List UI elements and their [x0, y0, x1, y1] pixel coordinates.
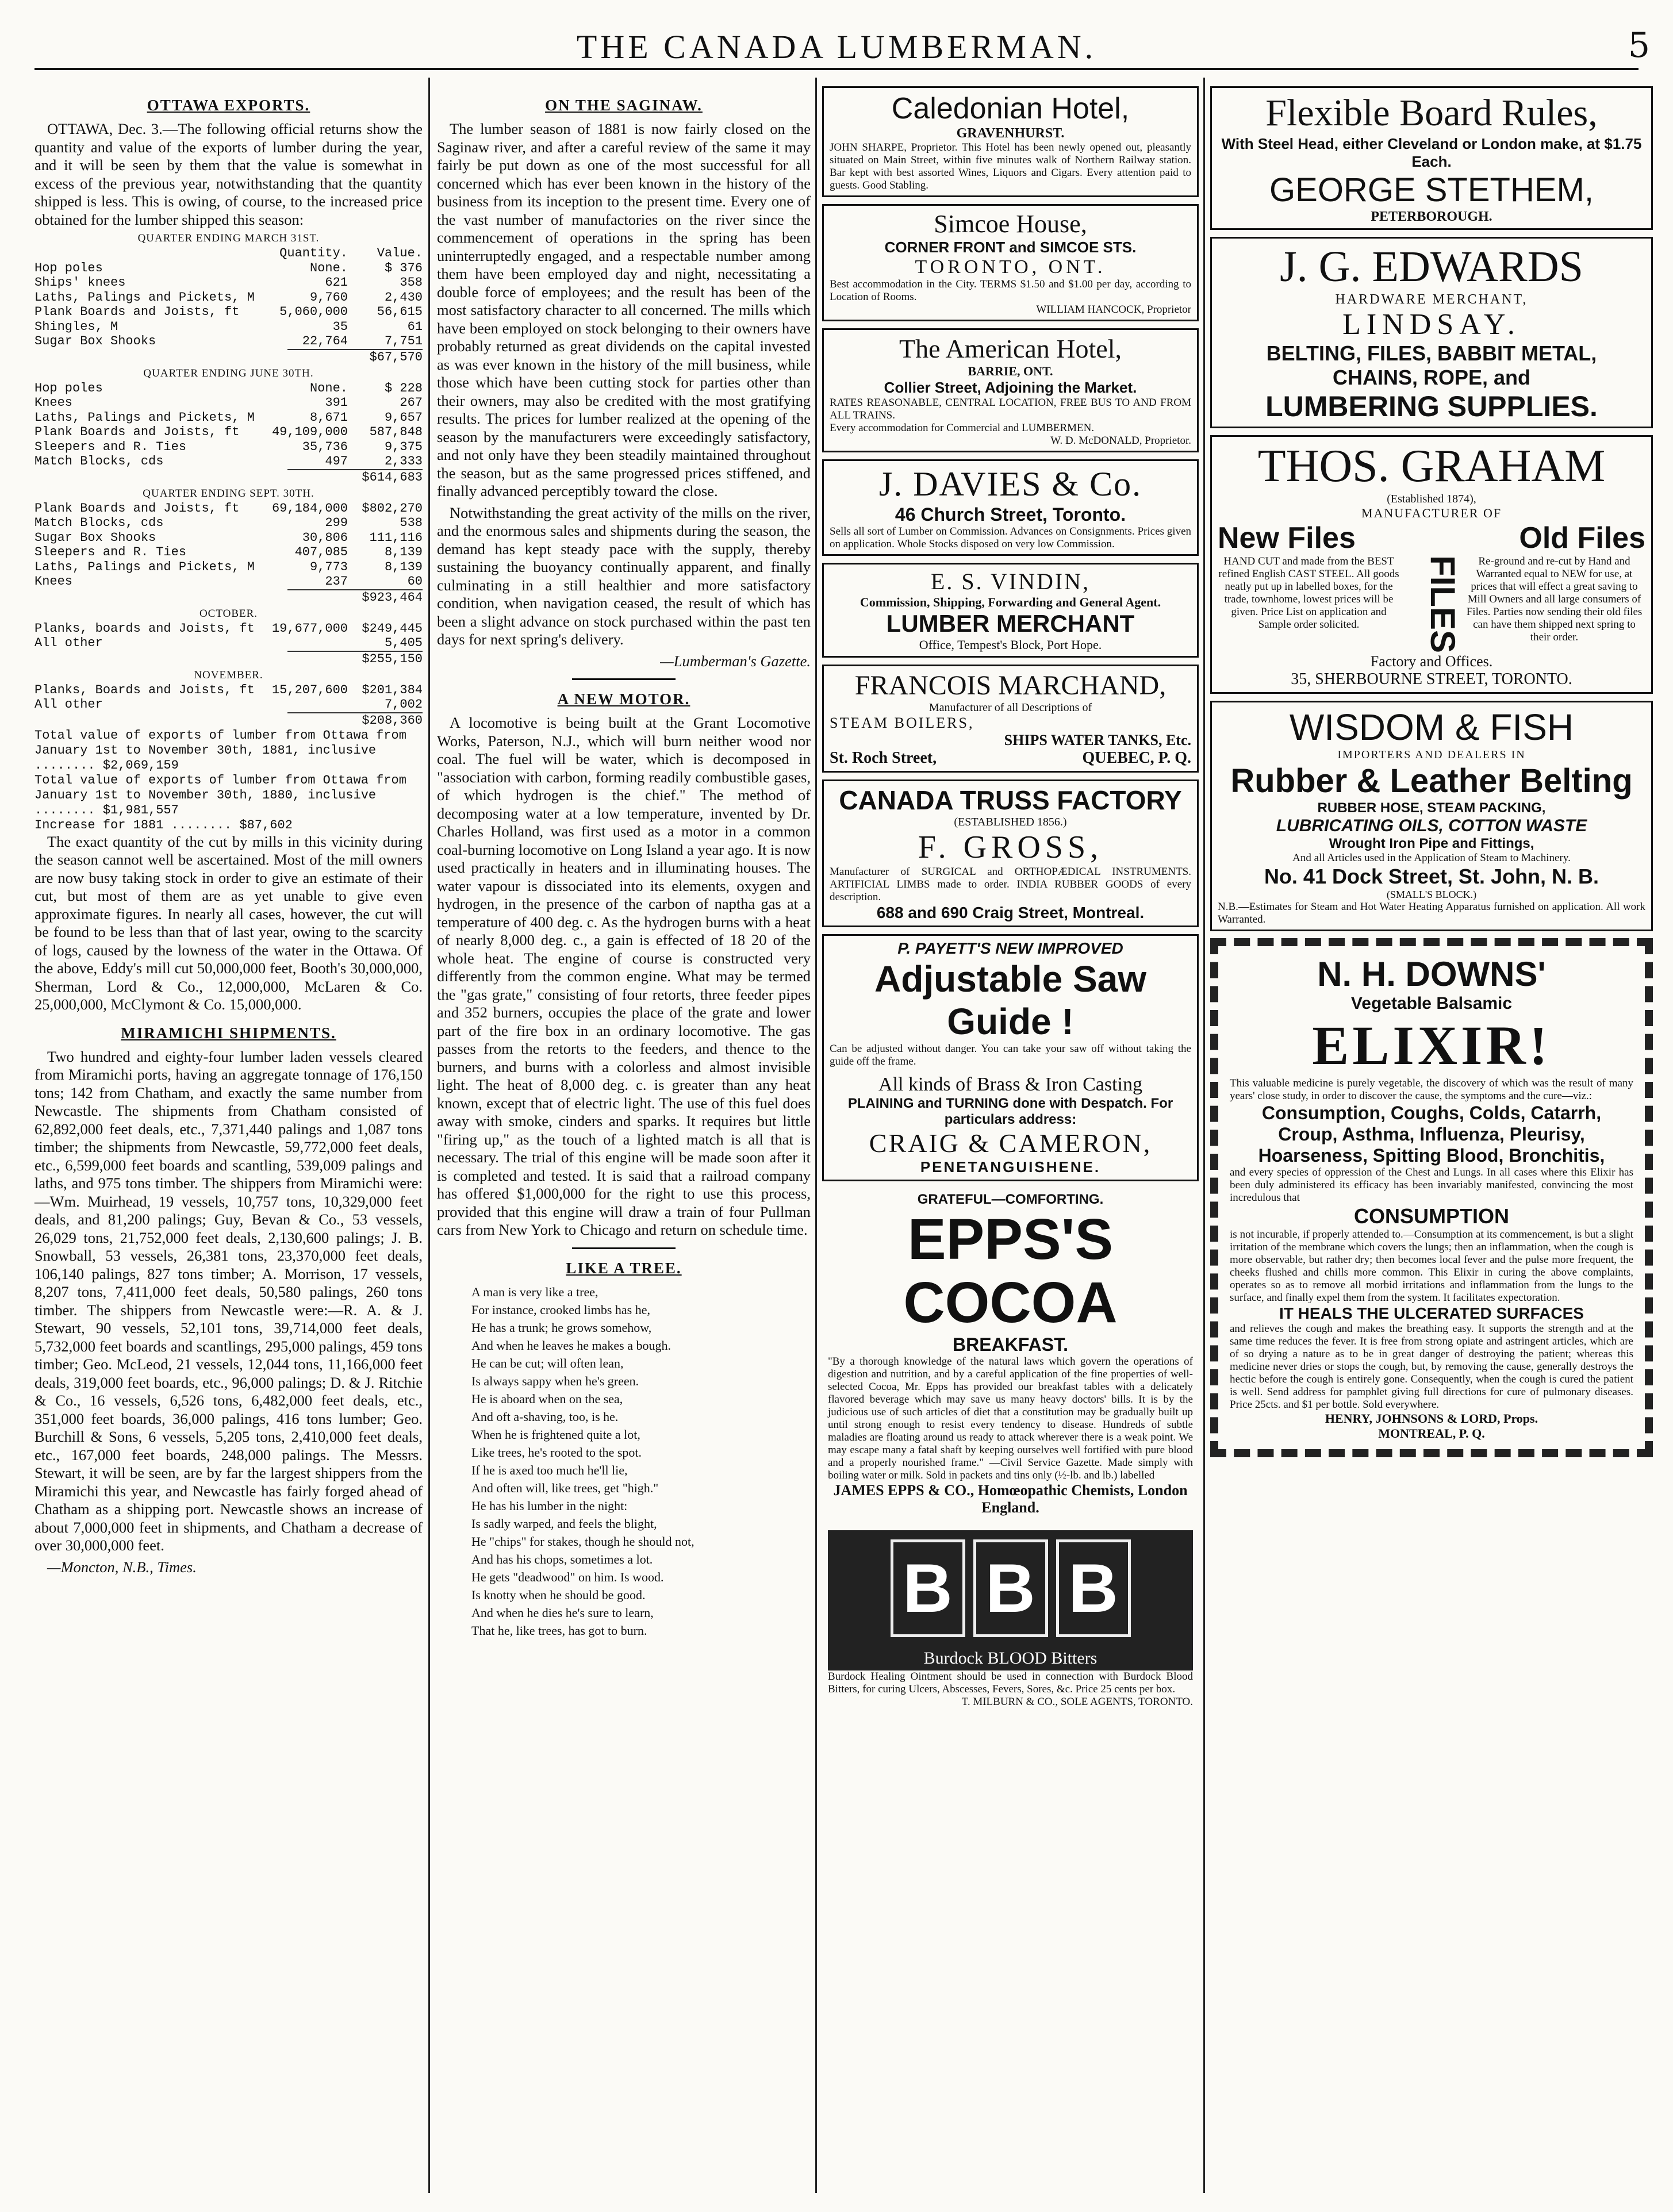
masthead-rule	[34, 68, 1639, 70]
table-row: Plank Boards and Joists, ft 49,109,000 587,848	[34, 425, 423, 439]
poem-line: And oft a-shaving, too, is he.	[471, 1409, 619, 1424]
ad-thos-graham: THOS. GRAHAM (Established 1874), MANUFACTURER OF New Files Old Files HAND CUT and made from the BEST refined English CAST STEEL. All goods neatly put up in labelled boxes, for the trade, townhome, lowest prices will be given. Price List on application and Sample order solicited. FILES Re-ground and re-cut by Hand and Warranted equal to NEW for use, at prices that will effect a great saving to Mill Owners and all large consumers of Files. Parties now sending their old files can have them shipped next spring to their order. Factory and Offices. 35, SHERBOURNE STREET, TORONTO.	[1210, 435, 1653, 694]
poem-line: He has his lumber in the night:	[471, 1498, 628, 1513]
table-row: Match Blocks, cds 299 538	[34, 516, 423, 530]
table-total: $67,570	[287, 349, 423, 365]
poem-line: And has his chops, sometimes a lot.	[471, 1552, 653, 1566]
ad-saw-guide: P. PAYETT'S NEW IMPROVED Adjustable Saw Guide ! Can be adjusted without danger. You can take your saw off without taking the guide off the frame. All kinds of Brass & Iron Casting PLAINING and TURNING done with Despatch. For particulars address: CRAIG & CAMERON, PENETANGUISHENE.	[822, 934, 1199, 1181]
ad-francois-marchand: FRANCOIS MARCHAND, Manufacturer of all Descriptions of STEAM BOILERS, SHIPS WATER TANKS, Etc. St. Roch Street, QUEBEC, P. Q.	[822, 665, 1199, 773]
table-row: Knees 237 60	[34, 574, 423, 589]
poem-line: If he is axed too much he'll lie,	[471, 1462, 628, 1477]
table-heading: OCTOBER.	[199, 607, 258, 620]
table-row: Shingles, M 35 61	[34, 319, 423, 334]
poem-line: He can be cut; will often lean,	[471, 1355, 624, 1370]
table-row: Sleepers and R. Ties 35,736 9,375	[34, 439, 423, 454]
separator	[572, 1247, 676, 1249]
ad-jg-edwards: J. G. EDWARDS HARDWARE MERCHANT, LINDSAY. BELTING, FILES, BABBIT METAL, CHAINS, ROPE, and LUMBERING SUPPLIES.	[1210, 237, 1653, 428]
column-3	[822, 86, 1199, 1719]
poem-line: He is aboard when on the sea,	[471, 1391, 623, 1406]
table-total: $208,360	[287, 712, 423, 728]
poem-line: That he, like trees, has got to burn.	[471, 1623, 647, 1638]
table-heading: QUARTER ENDING JUNE 30TH.	[143, 367, 314, 379]
separator	[572, 678, 676, 680]
poem	[437, 1283, 811, 1639]
ad-burdock-blood-bitters: B B B Burdock BLOOD Bitters Burdock Healing Ointment should be used in connection with Burdock Blood Bitters, for curing Ulcers, Abscesses, Fevers, Sores, &c. Price 25 cents per box. T. MILBURN & CO., SOLE AGENTS, TORONTO.	[822, 1527, 1199, 1712]
poem-line: He "chips" for stakes, though he should not,	[471, 1534, 694, 1549]
article-intro: OTTAWA, Dec. 3.—The following official returns show the quantity and value of the exports of lumber during the year, and it will be seen by them that the value is somewhat in excess of the previous year, notwithstanding that the quantity shipped is less. This is owing, of course, to the increased price obtained for the lumber shipped this season:	[34, 120, 423, 228]
page-number: 5	[1628, 25, 1650, 66]
summary-line: Total value of exports of lumber from Ottawa from January 1st to November 30th, 1880, inclusive ........ $1,981,557	[34, 773, 406, 817]
ad-wisdom-and-fish: WISDOM & FISH IMPORTERS AND DEALERS IN Rubber & Leather Belting RUBBER HOSE, STEAM PACKING, LUBRICATING OILS, COTTON WASTE Wrought Iron Pipe and Fittings, And all Articles used in the Application of Steam to Machinery. No. 41 Dock Street, St. John, N. B. (SMALL'S BLOCK.) N.B.—Estimates for Steam and Hot Water Heating Apparatus furnished on application. All work Warranted.	[1210, 701, 1653, 931]
ad-simcoe-house: Simcoe House, CORNER FRONT and SIMCOE STS. TORONTO, ONT. Best accommodation in the City. TERMS $1.50 and $1.00 per day, according to Location of Rooms. WILLIAM HANCOCK, Proprietor	[822, 204, 1199, 321]
table-row: All other 7,002	[34, 697, 423, 712]
article-source: —Moncton, N.B., Times.	[47, 1558, 197, 1576]
table-q2	[34, 381, 423, 469]
column-divider	[428, 78, 430, 2193]
table-row: Laths, Palings and Pickets, M 8,671 9,657	[34, 410, 423, 425]
poem-line: And often will, like trees, get "high."	[471, 1480, 659, 1495]
table-heading: QUARTER ENDING MARCH 31ST.	[137, 232, 320, 244]
summary-line: Increase for 1881 ........ $87,602	[34, 817, 293, 832]
summary-line: Total value of exports of lumber from Ottawa from January 1st to November 30th, 1881, inclusive ........ $2,069,159	[34, 728, 406, 773]
table-row: Plank Boards and Joists, ft 69,184,000 $802,270	[34, 501, 423, 516]
column-divider	[1203, 78, 1205, 2193]
poem-line: Is sadly warped, and feels the blight,	[471, 1516, 657, 1531]
poem-line: When he is frightened quite a lot,	[471, 1427, 640, 1442]
table-row: Hop poles None. $ 376	[34, 260, 423, 275]
table-heading: QUARTER ENDING SEPT. 30TH.	[143, 487, 314, 500]
ad-es-vindin: E. S. VINDIN, Commission, Shipping, Forwarding and General Agent. LUMBER MERCHANT Office, Tempest's Block, Port Hope.	[822, 563, 1199, 658]
table-row: Knees 391 267	[34, 395, 423, 410]
article-body: Notwithstanding the great activity of the mills on the river, and the enormous sales and shipments during the season, the demand has kept steady pace with the supply, thereby sustaining the buoyancy continually apparent, and finally culminating in a still healthier and more satisfactory condition, when navigation ceased, the result of which has been a slight advance on stock purchased within the past ten days for next spring's delivery.	[437, 504, 811, 648]
article-source: —Lumberman's Gazette.	[660, 652, 811, 670]
article-title: MIRAMICHI SHIPMENTS.	[121, 1024, 336, 1042]
table-q1	[34, 261, 423, 349]
masthead	[23, 23, 1650, 66]
article-body: The exact quantity of the cut by mills in this vicinity during the season cannot well be ascertained. Most of the mill owners are now busy taking stock in order to give an estimate of their cut, but most of them are as yet unable to give even approximate figures. In nearly all cases, however, the cut will be found to be less than that of last year, owing to the scarcity of logs, caused by the lowness of the water in the Ottawa. Of the above, Eddy's mill cut 50,000,000 feet, Booth's 30,000,000, Sherman, Lord & Co., 12,000,000, McLaren & Co. 25,000,000, McClymont & Co. 15,000,000.	[34, 832, 423, 1013]
article-title: A NEW MOTOR.	[557, 690, 690, 708]
bbb-logo: B B B	[828, 1530, 1193, 1646]
ad-flexible-board-rules: Flexible Board Rules, With Steel Head, either Cleveland or London make, at $1.75 Each. GEORGE STETHEM, PETERBOROUGH.	[1210, 86, 1653, 230]
table-total: $255,150	[287, 651, 423, 667]
table-header: Quantity. Value.	[279, 246, 423, 260]
masthead-title: THE CANADA LUMBERMAN.	[576, 28, 1097, 66]
article-title: OTTAWA EXPORTS.	[147, 97, 310, 114]
ad-epps-cocoa: GRATEFUL—COMFORTING. EPPS'S COCOA BREAKFAST. "By a thorough knowledge of the natural laws which govern the operations of digestion and nutrition, and by a careful application of the fine properties of well-selected Cocoa, Mr. Epps has provided our breakfast tables with a delicately flavored beverage which may save us many heavy doctors' bills. It is by the judicious use of such articles of diet that a constitution may be gradually built up until strong enough to resist every tendency to disease. Hundreds of subtle maladies are floating around us ready to attack wherever there is a weak point. We may escape many a fatal shaft by keeping ourselves well fortified with pure blood and a properly nourished frame." —Civil Service Gazette. Made simply with boiling water or milk. Sold in packets and tins only (½-lb. and lb.) labelled JAMES EPPS & CO., Homœopathic Chemists, London England.	[828, 1192, 1193, 1516]
table-row: Hop poles None. $ 228	[34, 381, 423, 395]
article-body: The lumber season of 1881 is now fairly closed on the Saginaw river, and after a careful review of the same it may fairly be put down as one of the most successful for all concerned which has ever been known in the history of the business from its inception to the present time. Every one of the vast number of manufactories on the river since the commencement of operations in the spring has been uninterruptedly engaged, and a respectable number among them have been employed day and night, necessitating a double force of employees; and the result has been of the most satisfactory character to all concerned. The mills which have been employed on stock belonging to their owners have probably returned as great dividends on the capital invested as was ever known in the history of the mill business, while those which have been cutting stock for parties other than their owners, may also be credited with the most gratifying results. The prices for lumber realized at the opening of the season by the manufacturers were exceedingly satisfactory, and not only have they been steadily maintained throughout the season, but as the same progressed prices stiffened, and finally advanced perceptibly toward the close.	[437, 120, 811, 500]
table-row: Sugar Box Shooks 30,806 111,116	[34, 530, 423, 545]
table-total: $614,683	[287, 469, 423, 485]
column-divider	[815, 78, 817, 2193]
ad-caledonian-hotel: Caledonian Hotel, GRAVENHURST. JOHN SHARPE, Proprietor. This Hotel has been newly opened out, pleasantly situated on Main Street, within five minutes walk of Northern Railway station. Bar kept with best assorted Wines, Liquors and Cigars. Every attention paid to guests. Good Stabling.	[822, 86, 1199, 197]
poem-line: He has a trunk; he grows somehow,	[471, 1320, 652, 1335]
poem-line: And when he leaves he makes a bough.	[471, 1338, 671, 1353]
poem-line: Like trees, he's rooted to the spot.	[471, 1445, 642, 1460]
table-row: Match Blocks, cds 497 2,333	[34, 454, 423, 468]
ad-american-hotel: The American Hotel, BARRIE, ONT. Collier Street, Adjoining the Market. RATES REASONABLE, CENTRAL LOCATION, FREE BUS TO AND FROM ALL TRAINS. Every accommodation for Commercial and LUMBERMEN. W. D. McDONALD, Proprietor.	[822, 328, 1199, 452]
table-heading: NOVEMBER.	[194, 669, 263, 681]
poem-line: Is always sappy when he's green.	[471, 1373, 639, 1388]
poem-line: A man is very like a tree,	[471, 1284, 598, 1299]
poem-line: Is knotty when he should be good.	[471, 1587, 646, 1602]
table-row: Laths, Palings and Pickets, M 9,773 8,139	[34, 559, 423, 574]
ad-downs-elixir: N. H. DOWNS' Vegetable Balsamic ELIXIR! This valuable medicine is purely vegetable, the discovery of which was the result of many years' close study, in order to discover the cause, the symptoms and the cure—viz.: Consumption, Coughs, Colds, Catarrh, Croup, Asthma, Influenza, Pleurisy, Hoarseness, Spitting Blood, Bronchitis, and every species of oppression of the Chest and Lungs. In all cases where this Elixir has been duly administered its efficacy has been invariably manifested, convincing the most incredulous that CONSUMPTION is not incurable, if properly attended to.—Consumption at its commencement, is but a slight irritation of the membrane which covers the lungs; then an inflammation, when the cough is more observable, but rather dry; then becomes local fever and the pulse more frequent, the cheeks flushed and chills more common. This Elixir in curing the above complaints, operates so as to remove all morbid irritations and inflammation from the lungs to the surface, and finally expel them from the system. It facilitates expectoration. IT HEALS THE ULCERATED SURFACES and relieves the cough and makes the breathing easy. It supports the strength and at the same time reduces the fever. It is free from strong opiate and astringent articles, which are of so drying a nature as to be in great danger of destroying the patient; whereas this medicine never dries or stops the cough, but, by removing the cause, generally destroys the hectic before the cough is entirely gone. Consequently, when the cough is cured the patient is well. Send address for pamphlet giving full directions for cure of pulmonary diseases. Price 25cts. and $1 per bottle. Sold everywhere. HENRY, JOHNSONS & LORD, Props. MONTREAL, P. Q.	[1210, 938, 1653, 1457]
poem-line: For instance, crooked limbs has he,	[471, 1302, 650, 1317]
table-oct	[34, 621, 423, 651]
column-2	[437, 86, 811, 1639]
table-nov	[34, 683, 423, 712]
table-row: Ships' knees 621 358	[34, 275, 423, 290]
table-row: Plank Boards and Joists, ft 5,060,000 56,615	[34, 305, 423, 319]
table-row: All other 5,405	[34, 636, 423, 650]
table-row: Laths, Palings and Pickets, M 9,760 2,430	[34, 290, 423, 305]
table-row: Sugar Box Shooks 22,764 7,751	[34, 334, 423, 348]
ad-j-davies: J. DAVIES & Co. 46 Church Street, Toronto. Sells all sort of Lumber on Commission. Advances on Consignments. Prices given on application. Whole Stocks disposed on very low Commission.	[822, 459, 1199, 556]
article-body: Two hundred and eighty-four lumber laden vessels cleared from Miramichi ports, having an aggregate tonnage of 176,150 tons; 142 from Chatham, and exactly the same number from Newcastle. The shipments from Chatham consisted of 62,892,000 feet deals, etc., 7,371,440 palings and 1,087 tons timber; the shipments from Newcastle, 59,772,000 feet deals, etc., 6,599,000 feet boards and scantling, 539,009 palings and laths, and 975 tons timber. The shippers from Miramichi were:—Wm. Muirhead, 19 vessels, 10,757 tons, 10,329,000 feet deals, and 81,200 palings; Guy, Bevan & Co., 53 vessels, 26,029 tons, 21,752,000 feet deals, 2,130,600 palings; J. B. Snowball, 53 vessels, 26,381 tons, 23,370,000 feet deals, 106,140 palings, 827 tons timber; A. Morrison, 17 vessels, 8,207 tons, 7,411,000 feet deals, 50,580 palings, 260 tons timber. The shippers from Newcastle were:—R. A. & J. Stewart, 90 vessels, 52,101 tons, 39,714,000 feet deals, 5,732,000 feet boards and scantlings, 295,000 palings, 459 tons timber; Geo. McLeod, 21 vessels, 12,044 tons, 11,166,000 feet deals, 319,000 feet boards, etc., 96,000 palings; D. & J. Ritchie & Co., 16 vessels, 6,526 tons, 6,482,000 feet deals, etc., 351,000 feet boards, 36,000 palings, 416 tons lumber; Geo. Burchill & Sons, 6 vessels, 5,205 tons, 2,410,000 feet deals, etc., 167,000 feet boards, 248,000 palings. The Messrs. Stewart, it will be seen, are by far the largest shippers from the Miramichi this year, and Newcastle has fairly forged ahead of Chatham as a shipping port. Newcastle shows an increase of about 7,000,000 feet in shipments, and Chatham a decrease of over 30,000,000 feet.	[34, 1047, 423, 1554]
ad-canada-truss-factory: CANADA TRUSS FACTORY (ESTABLISHED 1856.) F. GROSS, Manufacturer of SURGICAL and ORTHOPÆDICAL INSTRUMENTS. ARTIFICIAL LIMBS made to order. INDIA RUBBER GOODS of every description. 688 and 690 Craig Street, Montreal.	[822, 779, 1199, 927]
column-1	[34, 86, 423, 1580]
table-total: $923,464	[287, 589, 423, 605]
table-row: Sleepers and R. Ties 407,085 8,139	[34, 545, 423, 559]
column-4	[1210, 86, 1653, 1457]
table-row: Planks, boards and Joists, ft 19,677,000 $249,445	[34, 621, 423, 636]
poem-line: And when he dies he's sure to learn,	[471, 1605, 654, 1620]
article-title: ON THE SAGINAW.	[545, 97, 703, 114]
table-q3	[34, 501, 423, 589]
table-row: Planks, Boards and Joists, ft 15,207,600 $201,384	[34, 682, 423, 697]
article-body: A locomotive is being built at the Grant Locomotive Works, Paterson, N.J., which will burn neither wood nor coal. The fuel will be water, which is decomposed in "association with carbon, forming readily combustible gases, of which hydrogen is the chief." The method of decomposing water at a low temperature, invented by Dr. Charles Holland, was first used as a motor in a common coal-burning locomotive on Long Island a year ago. It is now used practically in heaters and in illuminating houses. The water vapour is dissociated into its elements, oxygen and hydrogen, in the presence of the carbon of naptha gas at a temperature of 400 deg. c. As the hydrogen burns with a heat of nearly 8,000 deg. c., a gain is effected of 18 20 of the whole heat. The engine of course is constructed very differently from the common engine. What may be termed the "gas grate," consisting of four retorts, three feeder pipes and 352 burners, occupies the place of the grate and lower part of the fire box in an ordinary locomotive. The gas passes from the retorts to the feeders, and thence to the burners, and burns with a colorless and almost invisible light. The heat of 8,000 deg. c. is greater than any heat known, except that of electric light. The use of this fuel does away with smoke, cinders and sparks. It requires but little "firing up," as the touch of a lighted match is all that is necessary. The trial of this engine will be made soon after it is completed and tested. It is said that a railroad company has offered $1,000,000 for the right to use this process, provided that this engine will draw a train of four Pullman cars from New York to Chicago and return on schedule time.	[437, 714, 811, 1238]
poem-line: He gets "deadwood" on him. Is wood.	[471, 1569, 664, 1584]
poem-title: LIKE A TREE.	[566, 1259, 682, 1277]
